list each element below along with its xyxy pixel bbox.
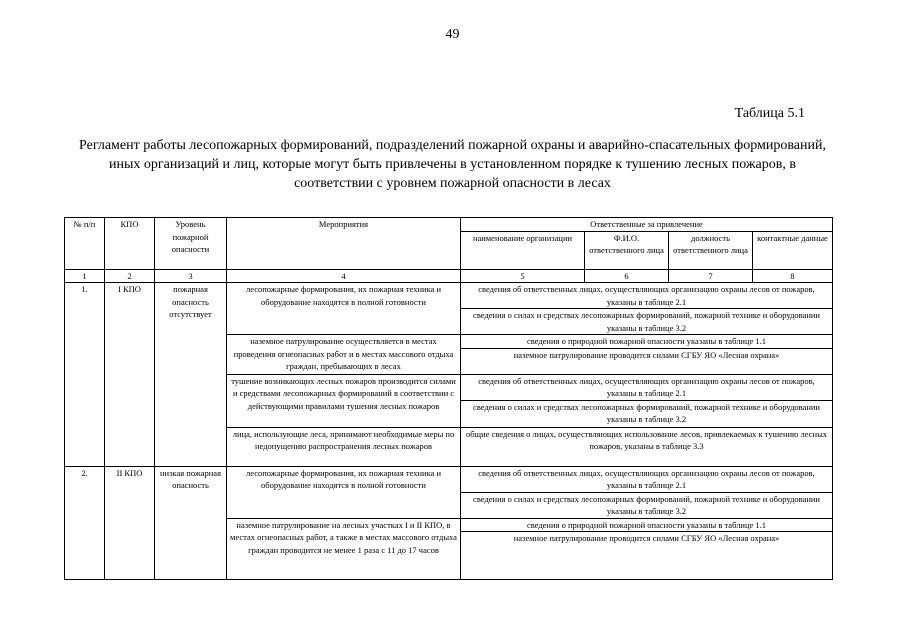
- responsible-cell: сведения о природной пожарной опасности указаны в таблице 1.1: [461, 518, 833, 532]
- measure-cell: наземное патрулирование на лесных участках I и II КПО, в местах огнеопасных работ, а также в местах массового отдыха граждан проводится не менее 1 раза с 11 до 17 часов: [227, 518, 461, 580]
- header-num: № п/п: [65, 218, 105, 270]
- header-measures: Мероприятия: [227, 218, 461, 270]
- table-row: [65, 466, 833, 492]
- col-number: 8: [753, 269, 833, 283]
- measure-cell: наземное патрулирование осуществляется в местах проведения огнеопасных работ и в местах массового отдыха граждан, пребывающих в лесах: [227, 335, 461, 375]
- col-number: 6: [585, 269, 669, 283]
- column-number-row: [65, 269, 833, 283]
- header-level: Уровень пожарной опасности: [155, 218, 227, 270]
- header-row: [65, 218, 833, 232]
- header-org-name: наименование организации: [461, 231, 585, 269]
- row-kpo: II КПО: [105, 466, 155, 580]
- responsible-cell: сведения об ответственных лицах, осуществляющих организацию охраны лесов от пожаров, указаны в таблице 2.1: [461, 466, 833, 492]
- regulation-table: [64, 217, 833, 580]
- header-contacts: контактные данные: [753, 231, 833, 269]
- responsible-cell: сведения об ответственных лицах, осуществляющих организацию охраны лесов от пожаров, указаны в таблице 2.1: [461, 283, 833, 309]
- measure-cell: лица, использующие леса, принимают необходимые меры по недопущению распространения лесных пожаров: [227, 427, 461, 466]
- responsible-cell: сведения о силах и средствах лесопожарных формирований, пожарной технике и оборудовании указаны в таблице 3.2: [461, 309, 833, 335]
- responsible-cell: наземное патрулирование проводится силами СГБУ ЯО «Лесная охрана»: [461, 532, 833, 580]
- col-number: 5: [461, 269, 585, 283]
- measure-cell: тушение возникающих лесных пожаров производится силами и средствами лесопожарных формирований в соответствии с действующими правилами тушения лесных пожаров: [227, 374, 461, 427]
- header-fio: Ф.И.О. ответственного лица: [585, 231, 669, 269]
- responsible-cell: наземное патрулирование проводится силами СГБУ ЯО «Лесная охрана»: [461, 348, 833, 374]
- responsible-cell: общие сведения о лицах, осуществляющих использование лесов, привлекаемых к тушению лесных пожаров, указаны в таблице 3.3: [461, 427, 833, 466]
- header-position: должность ответственного лица: [669, 231, 753, 269]
- col-number: 1: [65, 269, 105, 283]
- responsible-cell: сведения об ответственных лицах, осуществляющих организацию охраны лесов от пожаров, указаны в таблице 2.1: [461, 374, 833, 400]
- page-number: 49: [445, 27, 460, 42]
- col-number: 7: [669, 269, 753, 283]
- row-kpo: I КПО: [105, 283, 155, 467]
- row-num: 1.: [65, 283, 105, 467]
- col-number: 4: [227, 269, 461, 283]
- measure-cell: лесопожарные формирования, их пожарная техника и оборудование находятся в полной готовности: [227, 283, 461, 335]
- responsible-cell: сведения о природной пожарной опасности указаны в таблице 1.1: [461, 335, 833, 349]
- table-row: [65, 283, 833, 309]
- header-kpo: КПО: [105, 218, 155, 270]
- header-responsible: Ответственные за привлечение: [461, 218, 833, 232]
- responsible-cell: сведения о силах и средствах лесопожарных формирований, пожарной технике и оборудовании указаны в таблице 3.2: [461, 400, 833, 427]
- col-number: 2: [105, 269, 155, 283]
- measure-cell: лесопожарные формирования, их пожарная техника и оборудование находятся в полной готовности: [227, 466, 461, 518]
- document-title: Регламент работы лесопожарных формирований, подразделений пожарной охраны и аварийно-спасательных формирований, иных организаций и лиц, которые могут быть привлечены в установленном порядке к тушению лесных пожаров, в соответствии с уровнем пожарной опасности в лесах: [79, 138, 826, 191]
- row-level: низкая пожарная опасность: [155, 466, 227, 580]
- col-number: 3: [155, 269, 227, 283]
- row-level: пожарная опасность отсутствует: [155, 283, 227, 467]
- responsible-cell: сведения о силах и средствах лесопожарных формирований, пожарной технике и оборудовании указаны в таблице 3.2: [461, 492, 833, 518]
- table-label: Таблица 5.1: [734, 106, 805, 121]
- row-num: 2.: [65, 466, 105, 580]
